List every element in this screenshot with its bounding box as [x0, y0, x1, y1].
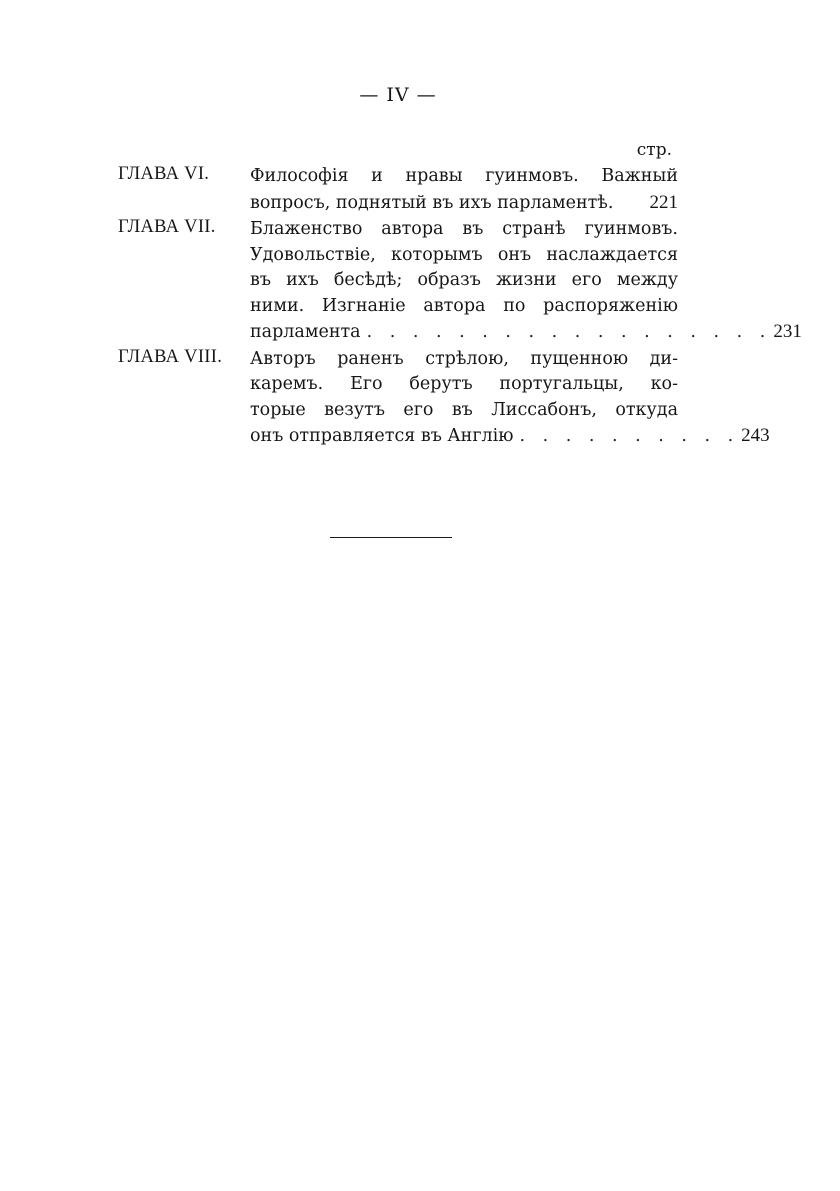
description-line: онъ отправляется въ Англію — [250, 426, 514, 446]
chapter-label: ГЛАВА VII. — [118, 217, 216, 237]
chapter-description — [250, 347, 770, 449]
description-line: торые везутъ его въ Лиссабонъ, откуда — [250, 399, 678, 420]
chapter-label: ГЛАВА VI. — [118, 164, 210, 184]
page-number: — IV — — [359, 84, 437, 106]
description-line: Философія и нравы гуинмовъ. Важный — [250, 166, 678, 186]
dot-leader: . . . . . . . . . . . . . . . . . . — [366, 322, 772, 342]
toc-entry — [118, 217, 802, 345]
table-of-contents — [118, 164, 802, 449]
description-line: Удовольствіе, которымъ онъ наслаждается — [250, 244, 678, 265]
section-divider — [330, 537, 452, 538]
description-line: Авторъ раненъ стрѣлою, пущенною ди- — [250, 348, 678, 369]
description-line: вопросъ, поднятый въ ихъ парламентѣ. — [250, 192, 614, 213]
page-column-label: стр. — [636, 140, 672, 160]
chapter-description — [250, 164, 678, 215]
page-ref: 221 — [649, 191, 678, 213]
description-line: парламента — [250, 322, 361, 342]
toc-entry — [118, 346, 770, 449]
page-ref: 243 — [741, 425, 770, 446]
dot-leader: . . . . . . . . . . — [519, 426, 740, 446]
chapter-label: ГЛАВА VIII. — [118, 346, 223, 367]
description-line: въ ихъ бесѣдѣ; образъ жизни его между — [250, 270, 678, 290]
description-line: Блаженство автора въ странѣ гуинмовъ. — [250, 219, 678, 239]
chapter-description — [250, 217, 802, 345]
toc-entry — [118, 164, 678, 215]
description-line: ними. Изгнаніе автора по распоряженію — [250, 295, 678, 316]
page-ref: 231 — [773, 321, 802, 342]
description-line: каремъ. Его берутъ португальцы, ко- — [250, 374, 678, 394]
